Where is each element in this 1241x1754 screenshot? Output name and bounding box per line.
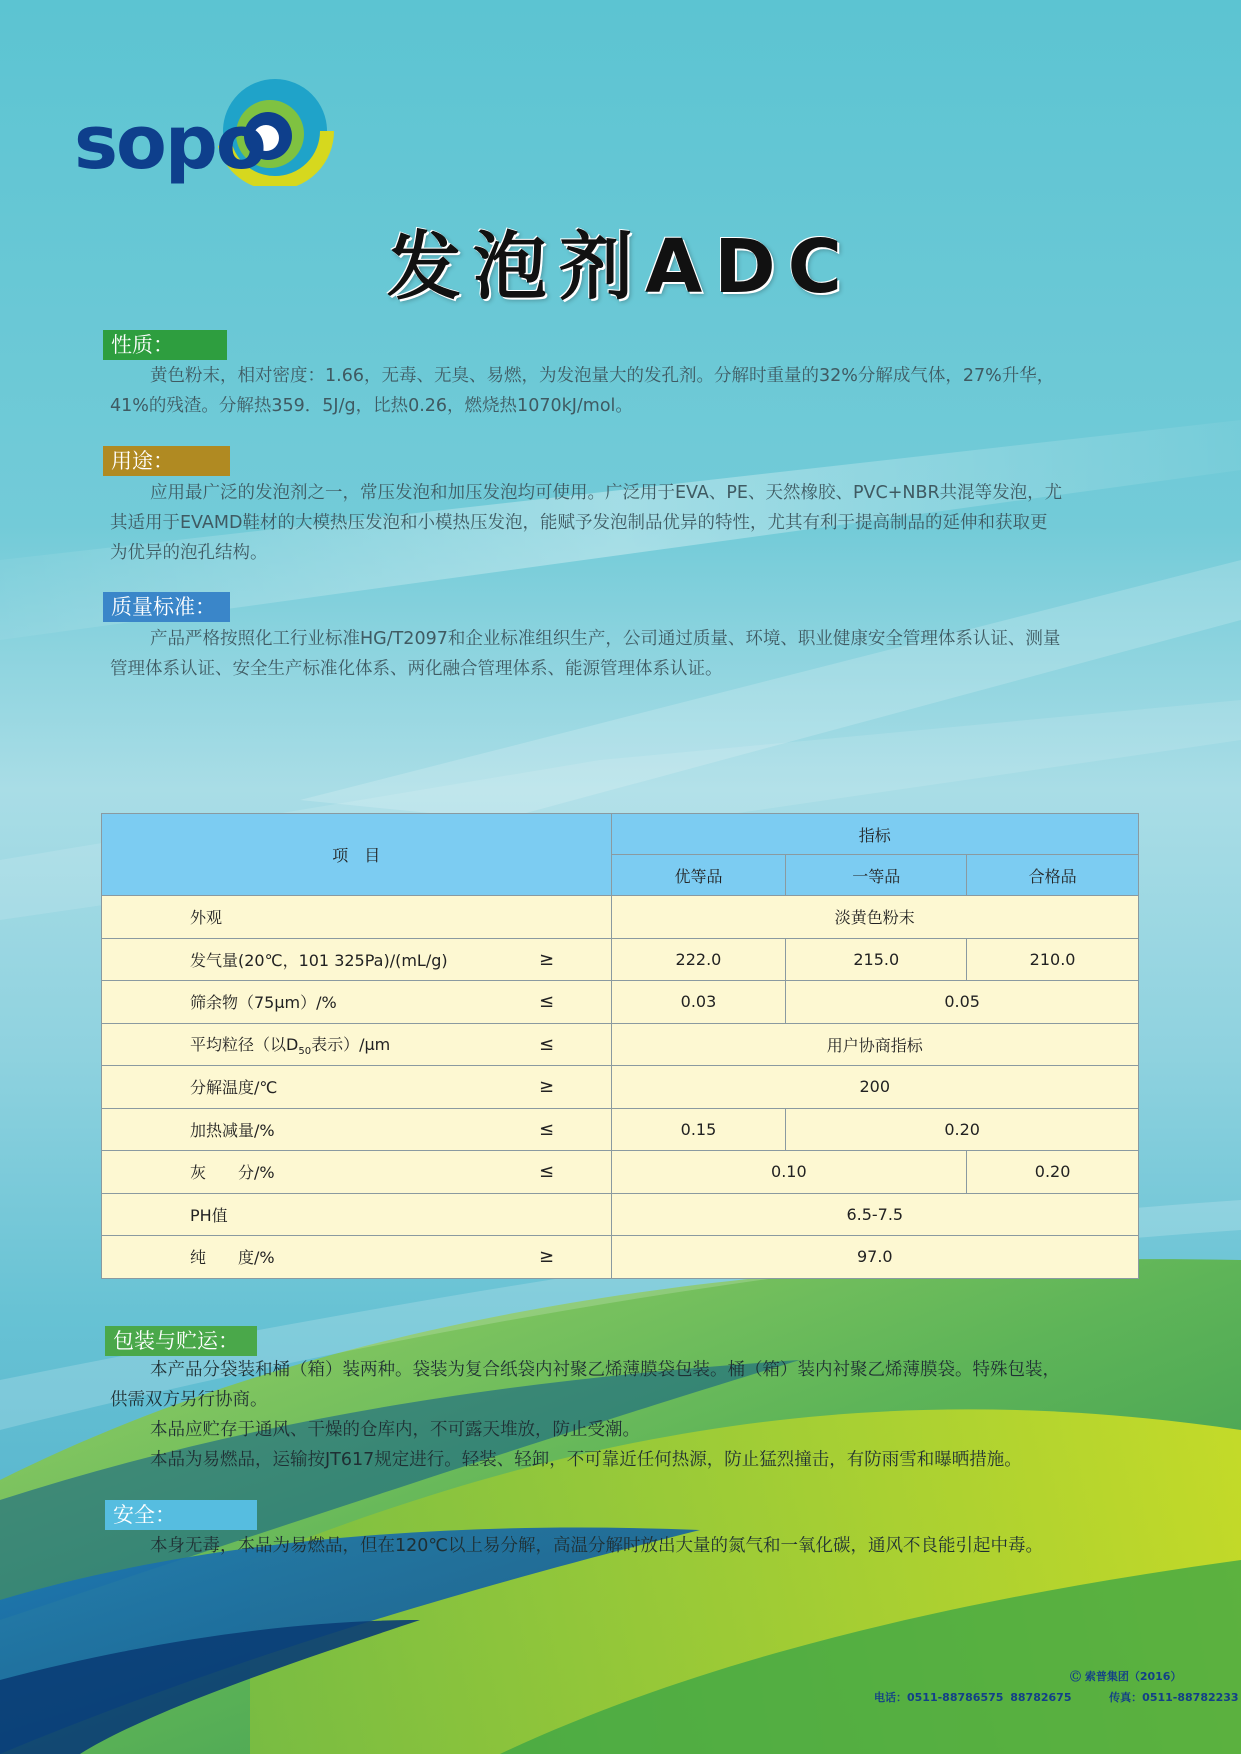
cell-gas-qualified: 210.0 bbox=[967, 938, 1139, 981]
table-row bbox=[102, 1066, 1139, 1109]
safety-heading bbox=[105, 1500, 257, 1530]
row-label-purity: 纯 度/% bbox=[190, 1248, 275, 1268]
properties-line-1: 黄色粉末，相对密度：1.66，无毒、无臭、易燃，为发泡量大的发孔剂。分解时重量的32%分解成气体，27%升华， bbox=[150, 366, 1055, 386]
usage-text bbox=[110, 478, 1130, 568]
grade-header-qualified: 合格品 bbox=[967, 855, 1139, 896]
safety-text bbox=[110, 1531, 1130, 1561]
table-row bbox=[102, 1151, 1139, 1194]
particle-label-sub: 50 bbox=[298, 1045, 312, 1057]
table-row bbox=[102, 896, 1139, 939]
cell-appearance: 淡黄色粉末 bbox=[611, 896, 1138, 939]
quality-line-1: 产品严格按照化工行业标准HG/T2097和企业标准组织生产，公司通过质量、环境、职业健康安全管理体系认证、测量 bbox=[150, 629, 1061, 649]
op-ash: ≤ bbox=[539, 1161, 555, 1183]
table-row bbox=[102, 1108, 1139, 1151]
spec-table bbox=[101, 813, 1139, 1279]
grade-header-superior: 优等品 bbox=[611, 855, 786, 896]
quality-heading bbox=[103, 592, 230, 622]
properties-heading bbox=[103, 330, 227, 360]
cell-ash-qualified: 0.20 bbox=[967, 1151, 1139, 1194]
cell-gas-first: 215.0 bbox=[786, 938, 967, 981]
packaging-line-3: 本品应贮存于通风、干燥的仓库内，不可露天堆放，防止受潮。 bbox=[150, 1420, 640, 1440]
packaging-line-2: 供需双方另行协商。 bbox=[110, 1390, 268, 1410]
footer-phone: 电话：0511-88786575 88782675 bbox=[874, 1691, 1072, 1704]
footer-contact bbox=[874, 1689, 1239, 1705]
op-heatloss: ≤ bbox=[539, 1118, 555, 1140]
cell-ph: 6.5-7.5 bbox=[611, 1193, 1138, 1236]
quality-heading-text: 质量标准： bbox=[111, 595, 216, 619]
cell-heatloss-superior: 0.15 bbox=[611, 1108, 786, 1151]
safety-line-1: 本身无毒，本品为易燃品，但在120℃以上易分解，高温分解时放出大量的氮气和一氧化碳，通风不良能引起中毒。 bbox=[150, 1536, 1044, 1556]
usage-line-3: 为优异的泡孔结构。 bbox=[110, 543, 268, 563]
particle-label-post: 表示）/μm bbox=[311, 1034, 391, 1054]
usage-heading-text: 用途： bbox=[111, 449, 174, 473]
cell-ash-top: 0.10 bbox=[611, 1151, 967, 1194]
table-row bbox=[102, 1023, 1139, 1066]
op-gas: ≥ bbox=[539, 948, 555, 970]
op-purity: ≥ bbox=[539, 1246, 555, 1268]
logo-text: sopo bbox=[74, 100, 265, 186]
particle-label-pre: 平均粒径（以D bbox=[190, 1034, 299, 1054]
packaging-heading bbox=[105, 1326, 257, 1356]
row-label-appearance: 外观 bbox=[190, 908, 223, 928]
table-row bbox=[102, 1193, 1139, 1236]
quality-text bbox=[110, 624, 1130, 684]
footer-fax: 传真：0511-88782233 bbox=[1109, 1691, 1239, 1704]
table-row bbox=[102, 938, 1139, 981]
op-sieve: ≤ bbox=[539, 991, 555, 1013]
properties-heading-text: 性质： bbox=[111, 333, 174, 357]
row-label-ash: 灰 分/% bbox=[190, 1163, 275, 1183]
packaging-line-1: 本产品分袋装和桶（箱）装两种。袋装为复合纸袋内衬聚乙烯薄膜袋包装。桶（箱）装内衬聚乙烯薄膜袋。特殊包装， bbox=[150, 1360, 1060, 1380]
op-particle: ≤ bbox=[539, 1033, 555, 1055]
properties-text bbox=[110, 361, 1130, 421]
row-label-decomp: 分解温度/℃ bbox=[190, 1078, 278, 1098]
cell-particle: 用户协商指标 bbox=[611, 1023, 1138, 1066]
usage-heading bbox=[103, 446, 230, 476]
cell-heatloss-other: 0.20 bbox=[786, 1108, 1139, 1151]
cell-sieve-other: 0.05 bbox=[786, 981, 1139, 1024]
properties-line-2: 41%的残渣。分解热359．5J/g，比热0.26，燃烧热1070kJ/mol。 bbox=[110, 396, 633, 416]
footer-copyright: Ⓒ 索普集团（2016） bbox=[1070, 1670, 1182, 1683]
usage-line-1: 应用最广泛的发泡剂之一，常压发泡和加压发泡均可使用。广泛用于EVA、PE、天然橡胶、PVC+NBR共混等发泡，尤 bbox=[150, 483, 1063, 503]
col-index-header: 指标 bbox=[611, 814, 1138, 855]
cell-sieve-superior: 0.03 bbox=[611, 981, 786, 1024]
safety-heading-text: 安全： bbox=[113, 1503, 176, 1527]
col-item-header: 项 目 bbox=[102, 814, 612, 896]
row-label-particle bbox=[190, 1034, 391, 1057]
table-row bbox=[102, 1236, 1139, 1279]
row-label-ph: PH值 bbox=[190, 1205, 228, 1225]
packaging-heading-text: 包装与贮运： bbox=[113, 1329, 239, 1353]
quality-line-2: 管理体系认证、安全生产标准化体系、两化融合管理体系、能源管理体系认证。 bbox=[110, 659, 723, 679]
sopo-logo bbox=[70, 76, 340, 186]
cell-gas-superior: 222.0 bbox=[611, 938, 786, 981]
usage-line-2: 其适用于EVAMD鞋材的大模热压发泡和小模热压发泡，能赋予发泡制品优异的特性，尤其有利于提高制品的延伸和获取更 bbox=[110, 513, 1048, 533]
table-row bbox=[102, 981, 1139, 1024]
cell-decomp: 200 bbox=[611, 1066, 1138, 1109]
row-label-gas: 发气量(20℃，101 325Pa)/(mL/g) bbox=[190, 950, 448, 970]
page-title: 发泡剂ADC bbox=[386, 224, 854, 310]
op-decomp: ≥ bbox=[539, 1076, 555, 1098]
row-label-sieve: 筛余物（75μm）/% bbox=[190, 993, 337, 1013]
cell-purity: 97.0 bbox=[611, 1236, 1138, 1279]
grade-header-first: 一等品 bbox=[786, 855, 967, 896]
row-label-heatloss: 加热减量/% bbox=[190, 1120, 275, 1140]
packaging-line-4: 本品为易燃品，运输按JT617规定进行。轻装、轻卸，不可靠近任何热源，防止猛烈撞击，有防雨雪和曝晒措施。 bbox=[150, 1450, 1022, 1470]
packaging-text bbox=[110, 1355, 1130, 1475]
